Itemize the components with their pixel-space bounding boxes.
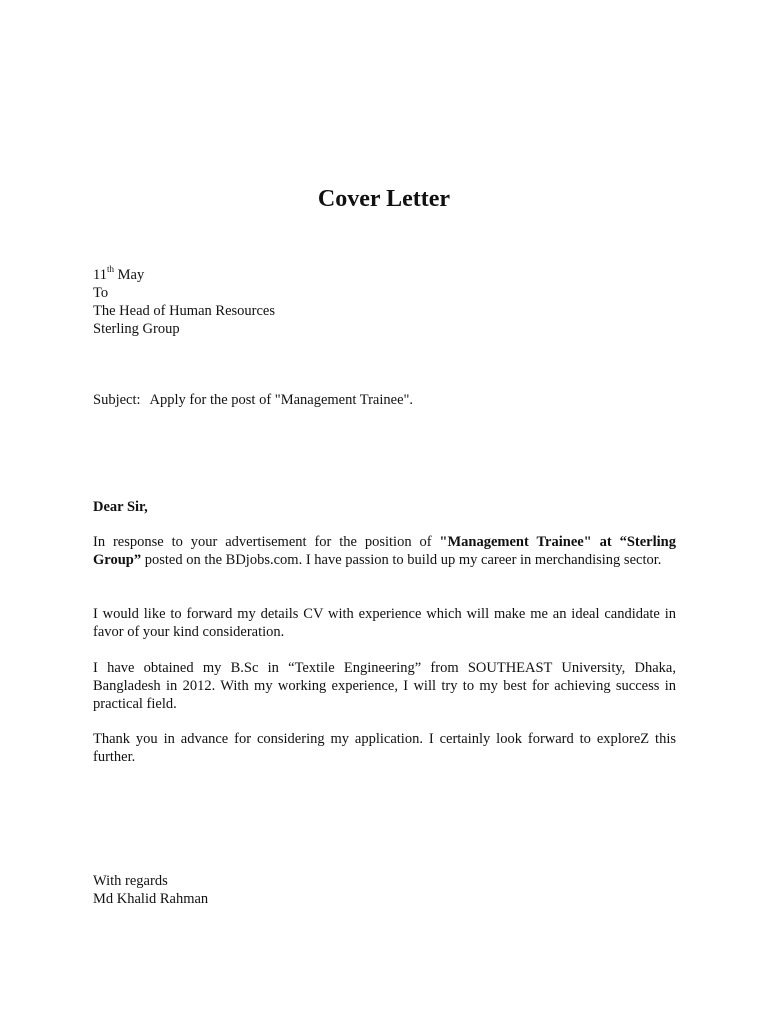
closing-phrase: With regards bbox=[93, 873, 168, 889]
closing-block bbox=[93, 872, 676, 908]
paragraph-1-rest: posted on the BDjobs.com. I have passion to build up my career in merchandising sector. bbox=[141, 552, 662, 568]
date-day: 11 bbox=[93, 267, 107, 283]
signature-name: Md Khalid Rahman bbox=[93, 891, 209, 907]
subject-label: Subject: bbox=[93, 392, 141, 408]
subject-text: Apply for the post of "Management Trainee". bbox=[149, 392, 414, 408]
paragraph-1-position: "Management Trainee" at “Sterling Group” bbox=[93, 534, 676, 568]
salutation: Dear Sir, bbox=[93, 499, 148, 515]
document-title: Cover Letter bbox=[317, 186, 451, 212]
paragraph-1 bbox=[93, 533, 676, 569]
paragraph-1-intro: In response to your advertisement for the position of bbox=[93, 534, 440, 550]
to-line: To bbox=[93, 285, 109, 301]
paragraph-2: I would like to forward my details CV with experience which will make me an ideal candidate in favor of your kind consideration. bbox=[93, 606, 676, 640]
date-line bbox=[93, 266, 676, 284]
address-block bbox=[93, 266, 676, 338]
recipient-title: The Head of Human Resources bbox=[93, 303, 275, 319]
recipient-company: Sterling Group bbox=[93, 321, 180, 337]
date-suffix: th bbox=[106, 264, 114, 275]
subject-line bbox=[93, 391, 676, 409]
paragraph-4: Thank you in advance for considering my application. I certainly look forward to exploreZ this further. bbox=[93, 731, 676, 765]
paragraph-3: I have obtained my B.Sc in “Textile Engineering” from SOUTHEAST University, Dhaka, Bangladesh in 2012. With my working experience, I will try to my best for achieving success in practical field. bbox=[93, 660, 676, 712]
date-month: May bbox=[113, 267, 145, 283]
